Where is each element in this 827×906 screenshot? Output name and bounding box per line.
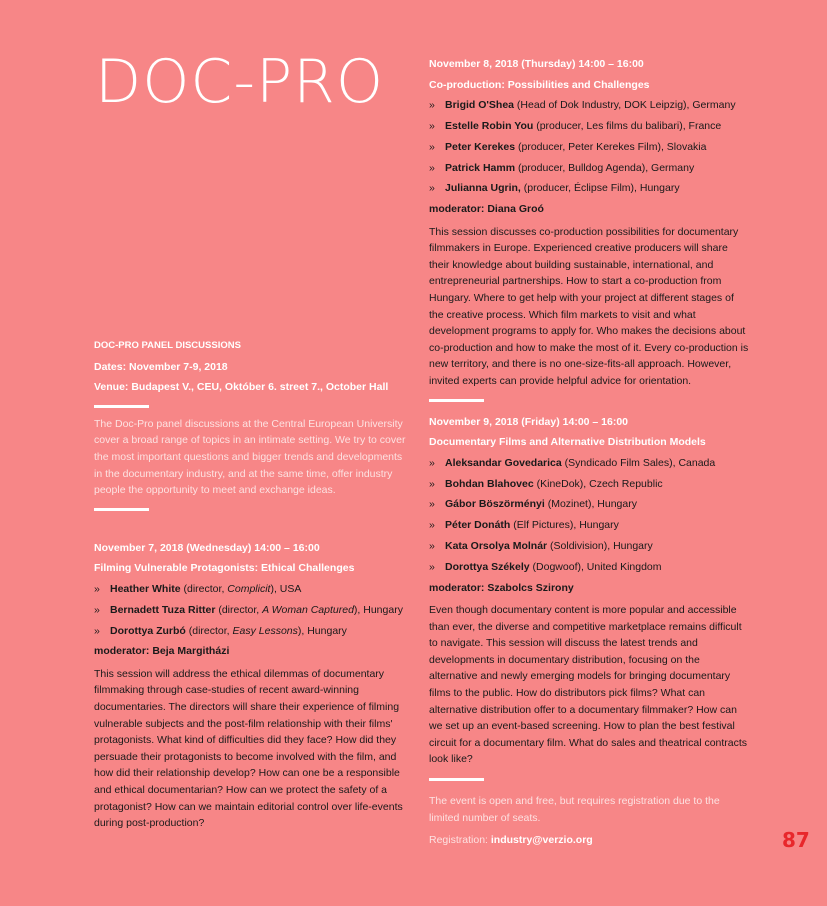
session2-title: Co-production: Possibilities and Challenges bbox=[429, 78, 650, 91]
panelist-details: (producer, Éclipse Film), Hungary bbox=[520, 182, 680, 195]
session2-text: This session discusses co-production possibilities for documentary filmmakers in Europe. Experienced creative producers will share their knowledge about building sustainable, international, and entrepreneurial partnerships. How to start a co-production from Hungary. Where to get help with your project at different stages of the creative process. Which film markets to visit and what development programs to apply for. Who makes the decisions about co-production and how to make the most of it. Every co-production is new territory, and there is no one-size-fits-all approach. However, invited experts can provide helpful advice for orientation. bbox=[429, 225, 749, 388]
session1-moderator: moderator: Beja Margitházi bbox=[94, 645, 230, 658]
registration-label: Registration: bbox=[429, 834, 491, 847]
intro-dates: Dates: November 7-9, 2018 bbox=[94, 360, 228, 373]
session3-text: Even though documentary content is more popular and accessible than ever, the diverse and competitive marketplace remains difficult to navigate. This session will discuss the latest trends and developments in documentary distribution, focusing on the alternative and newly emerging models for bringing documentary films to the public. How do distributors pick films? What can alternative distribution offer to a documentary filmmaker? How can we set up an event-based screening. How to plan the best festival circuit for a documentary film. What do sales and theatrical contracts look like? bbox=[429, 604, 748, 766]
panelist-role: (director, bbox=[180, 582, 228, 595]
panelist-country: ), USA bbox=[270, 582, 302, 595]
list-item bbox=[429, 160, 751, 177]
intro-venue: Venue: Budapest V., CEU, Október 6. street 7., October Hall bbox=[94, 381, 389, 394]
panelist-film: Easy Lessons bbox=[232, 624, 298, 637]
panelist-name: Peter Kerekes bbox=[445, 140, 516, 153]
page-number: 87 bbox=[782, 828, 810, 852]
session1-text: This session will address the ethical dilemmas of documentary filmmaking through case-studies of recent award-winning documentaries. The directors will share their experience of filming vulnerable subjects and the post-film relationship with their films' protagonists. What kind of difficulties did they face? How did they persuade their protagonists to become involved with the film, and how did their relationship develop? How can one be a responsible and ethical documentarian? How can we protect the safety of a protagonist? How can we maintain editorial control over life-events during post-production? bbox=[94, 667, 403, 830]
list-item bbox=[429, 118, 751, 135]
footer-note: The event is open and free, but requires registration due to the limited number of seats. bbox=[429, 795, 720, 824]
panelist-name: Aleksandar Govedarica bbox=[445, 456, 562, 469]
session2-moderator: moderator: Diana Groó bbox=[429, 203, 544, 216]
panelist-details: (producer, Peter Kerekes Film), Slovakia bbox=[515, 140, 707, 153]
page-title: DOC-PRO bbox=[95, 47, 385, 117]
panelist-name: Heather White bbox=[110, 582, 181, 595]
intro-heading: DOC-PRO PANEL DISCUSSIONS bbox=[94, 340, 241, 351]
list-item bbox=[429, 455, 751, 472]
panelist-details: (producer, Bulldog Agenda), Germany bbox=[515, 161, 695, 174]
right-column bbox=[429, 56, 751, 849]
list-item bbox=[429, 496, 751, 513]
session2-panelists bbox=[429, 97, 751, 197]
panelist-name: Gábor Böszörményi bbox=[445, 498, 545, 511]
session3-datetime: November 9, 2018 (Friday) 14:00 – 16:00 bbox=[429, 415, 629, 428]
panelist-name: Patrick Hamm bbox=[445, 161, 516, 174]
divider bbox=[94, 508, 149, 511]
panelist-name: Brigid O'Shea bbox=[445, 99, 515, 112]
panelist-name: Julianna Ugrin, bbox=[445, 182, 521, 195]
panelist-details: (KineDok), Czech Republic bbox=[533, 477, 663, 490]
list-item bbox=[94, 581, 412, 598]
panelist-film: Complicit bbox=[227, 582, 271, 595]
session1-datetime: November 7, 2018 (Wednesday) 14:00 – 16:00 bbox=[94, 541, 320, 554]
panelist-details: (Mozinet), Hungary bbox=[544, 498, 637, 511]
list-item bbox=[429, 476, 751, 493]
session3-title: Documentary Films and Alternative Distribution Models bbox=[429, 436, 706, 449]
divider bbox=[94, 405, 149, 408]
session3-panelists bbox=[429, 455, 751, 576]
panelist-details: (Elf Pictures), Hungary bbox=[510, 519, 619, 532]
list-item bbox=[429, 97, 751, 114]
panelist-details: (Soldivision), Hungary bbox=[547, 539, 653, 552]
divider bbox=[429, 399, 484, 402]
panelist-film: A Woman Captured bbox=[262, 603, 354, 616]
panelist-details: (Head of Dok Industry, DOK Leipzig), Germany bbox=[514, 99, 736, 112]
session2-datetime: November 8, 2018 (Thursday) 14:00 – 16:00 bbox=[429, 58, 644, 70]
panelist-name: Bernadett Tuza Ritter bbox=[110, 603, 216, 616]
panelist-details: (Dogwoof), United Kingdom bbox=[529, 560, 662, 573]
session1-title: Filming Vulnerable Protagonists: Ethical Challenges bbox=[94, 562, 355, 575]
list-item bbox=[429, 559, 751, 576]
intro-text: The Doc-Pro panel discussions at the Central European University cover a broad range of topics in an intimate setting. We try to cover the most important questions and bigger trends and developments in the documentary industry, and at the same time, offer industry people the opportunity to meet and exchange ideas. bbox=[94, 417, 406, 497]
session1-panelists bbox=[94, 581, 412, 639]
panelist-details: (producer, Les films du balibari), France bbox=[533, 119, 722, 132]
list-item bbox=[429, 180, 751, 197]
registration-line bbox=[429, 832, 751, 849]
panelist-name: Estelle Robin You bbox=[445, 119, 534, 132]
panelist-name: Kata Orsolya Molnár bbox=[445, 539, 548, 552]
panelist-country: ), Hungary bbox=[353, 603, 403, 616]
list-item bbox=[429, 517, 751, 534]
panelist-country: ), Hungary bbox=[297, 624, 347, 637]
panelist-name: Dorottya Zurbó bbox=[110, 624, 186, 637]
panelist-name: Dorottya Székely bbox=[445, 560, 530, 573]
panelist-role: (director, bbox=[185, 624, 233, 637]
registration-email-link[interactable]: industry@verzio.org bbox=[490, 834, 593, 847]
left-column bbox=[94, 338, 412, 832]
panelist-name: Bohdan Blahovec bbox=[445, 477, 534, 490]
list-item bbox=[94, 623, 412, 640]
panelist-details: (Syndicado Film Sales), Canada bbox=[561, 456, 716, 469]
panelist-name: Péter Donáth bbox=[445, 519, 511, 532]
session3-moderator: moderator: Szabolcs Szirony bbox=[429, 581, 574, 594]
list-item bbox=[429, 139, 751, 156]
list-item bbox=[429, 538, 751, 555]
divider bbox=[429, 778, 484, 781]
list-item bbox=[94, 602, 412, 619]
panelist-role: (director, bbox=[215, 603, 263, 616]
